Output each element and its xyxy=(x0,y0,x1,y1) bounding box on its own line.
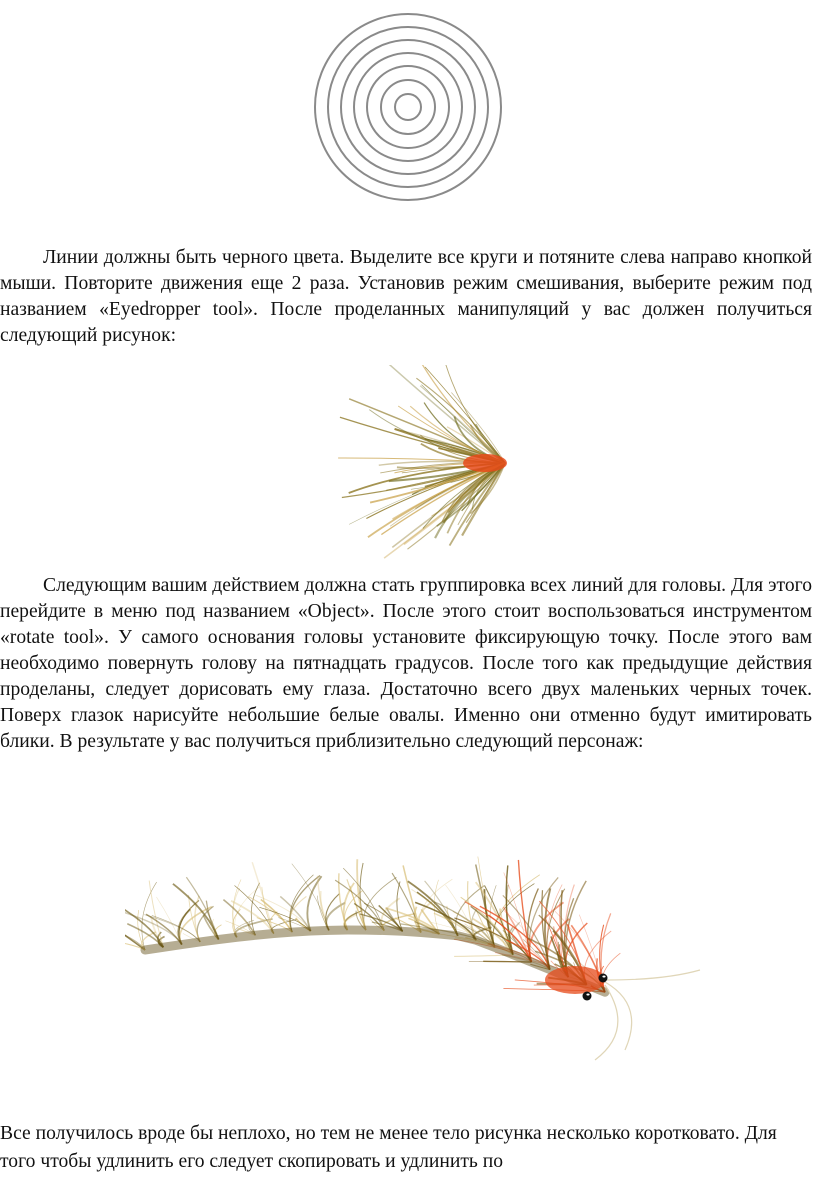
circle-ring-2 xyxy=(328,27,488,187)
circle-ring-6 xyxy=(381,80,435,134)
paragraph-3-text: Все получилось вроде бы неплохо, но тем не менее тело рисунка несколько коротковато. Для того чтобы удлинить его следует скопировать и удлинить по xyxy=(0,1123,777,1172)
fan-core xyxy=(463,454,507,472)
creature-head xyxy=(545,966,605,994)
paragraph-1 xyxy=(0,245,812,349)
concentric-circles-icon xyxy=(308,7,508,207)
circle-ring-3 xyxy=(341,40,475,174)
creature-antenna xyxy=(607,970,700,980)
creature-strand xyxy=(318,876,329,931)
creature-eye xyxy=(599,974,608,983)
circle-ring-4 xyxy=(354,53,462,161)
creature-strand xyxy=(320,891,329,930)
paragraph-1-text: Линии должны быть черного цвета. Выделите все круги и потяните слева направо кнопкой мыши. Повторите движения еще 2 раза. Установив режим смешивания, выберите режим под названием «Eyedropper tool». После проделанных манипуляций у вас должен получиться следующий рисунок: xyxy=(0,247,812,346)
creature-eye-highlight xyxy=(602,976,605,978)
circle-ring-1 xyxy=(315,14,501,200)
paragraph-2-text: Следующим вашим действием должна стать группировка всех линий для головы. Для этого перейдите в меню под названием «Object». После этого стоит воспользоваться инструментом «rotate tool». У самого основания головы установите фиксирующую точку. После этого вам необходимо повернуть голову на пятнадцать градусов. После того как предыдущие действия проделаны, следует дорисовать ему глаза. Достаточно всего двух маленьких черных точек. Поверх глазок нарисуйте небольшие белые овалы. Именно они отменно будут имитировать блики. В результате у вас получиться приблизительно следующий персонаж: xyxy=(0,575,812,752)
furry-worm-creature-icon xyxy=(125,830,725,1080)
paragraph-2 xyxy=(0,573,812,755)
paragraph-3 xyxy=(0,1120,816,1176)
feather-brush-fan-icon xyxy=(305,365,515,565)
circle-ring-5 xyxy=(367,66,449,148)
creature-eye-highlight xyxy=(586,994,589,996)
creature-eye xyxy=(583,992,592,1001)
circle-ring-7 xyxy=(395,94,421,120)
creature-body xyxy=(145,930,605,992)
